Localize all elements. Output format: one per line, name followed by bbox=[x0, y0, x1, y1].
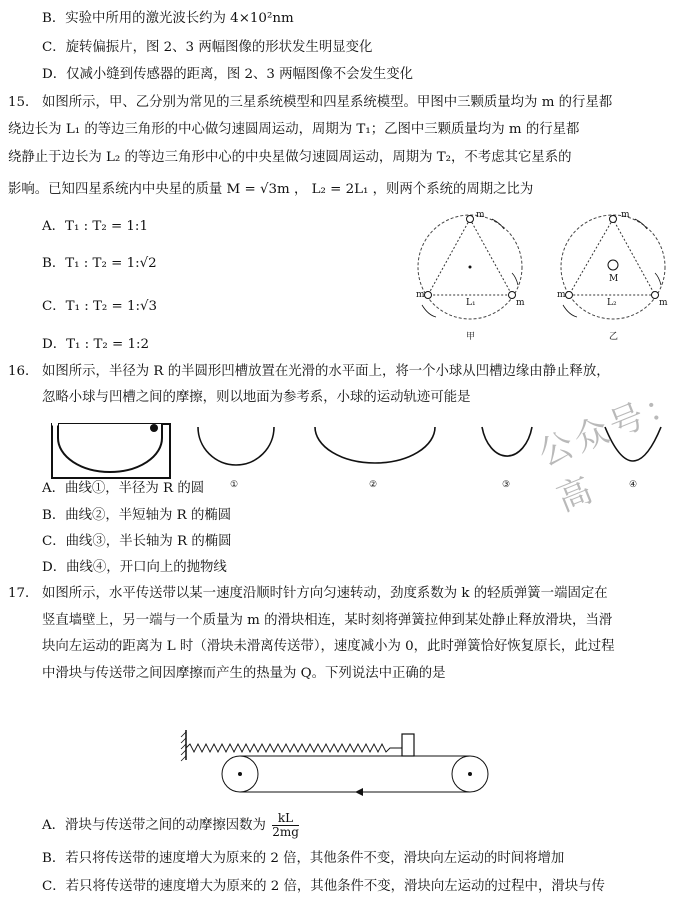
star-mass-label: m bbox=[621, 210, 630, 220]
q17-option-c: C．若只将传送带的速度增大为原来的 2 倍，其他条件不变，滑块向左运动的过程中，滑块与传 bbox=[42, 879, 605, 894]
q16-stem-line1: 如图所示，半径为 R 的半圆形凹槽放置在光滑的水平面上，将一个小球从凹槽边缘由静止释放， bbox=[42, 364, 610, 379]
q16-number: 16． bbox=[8, 364, 39, 379]
q15-option-a: A．T₁ : T₂ = 1:1 bbox=[42, 219, 148, 234]
curve-label-3: ③ bbox=[502, 480, 511, 490]
fraction-denominator: 2mg bbox=[272, 825, 299, 839]
central-star-label: M bbox=[609, 274, 619, 284]
q15-option-d: D．T₁ : T₂ = 1:2 bbox=[42, 337, 150, 352]
q16-option-c: C．曲线③，半长轴为 R 的椭圆 bbox=[42, 534, 232, 549]
star-mass-label: m bbox=[476, 210, 485, 220]
q16-option-b: B．曲线②，半短轴为 R 的椭圆 bbox=[42, 508, 232, 523]
q15-option-c: C．T₁ : T₂ = 1:√3 bbox=[42, 299, 158, 314]
figure-caption-yi: 乙 bbox=[609, 332, 619, 342]
watermark: 公众号：高 bbox=[532, 380, 689, 520]
q14-option-d: D．仅减小缝到传感器的距离，图 2、3 两幅图像不会发生变化 bbox=[42, 67, 414, 82]
q15-stem-line1: 如图所示，甲、乙分别为常见的三星系统模型和四星系统模型。甲图中三颗质量均为 m 的行星都 bbox=[42, 95, 613, 110]
q17-stem-line4: 中滑块与传送带之间因摩擦而产生的热量为 Q。下列说法中正确的是 bbox=[42, 666, 446, 681]
q16-option-a: A．曲线①，半径为 R 的圆 bbox=[42, 481, 205, 496]
q15-stem-line2: 绕边长为 L₁ 的等边三角形的中心做匀速圆周运动，周期为 T₁；乙图中三颗质量均为 m 的行星都 bbox=[8, 122, 580, 137]
friction-coefficient-fraction bbox=[272, 812, 299, 839]
q15-stem-line3: 绕静止于边长为 L₂ 的等边三角形中心的中央星做匀速圆周运动，周期为 T₂，不考虑其它星系的 bbox=[8, 150, 572, 165]
q16-option-d: D．曲线④，开口向上的抛物线 bbox=[42, 560, 227, 575]
q17-stem-line3: 块向左运动的距离为 L 时（滑块未滑离传送带），速度减小为 0，此时弹簧恰好恢复原长，此过程 bbox=[42, 639, 615, 654]
star-mass-label: m bbox=[516, 298, 525, 308]
q17-conveyor-figure bbox=[180, 728, 490, 798]
star-mass-label: m bbox=[659, 298, 668, 308]
q15-option-b: B．T₁ : T₂ = 1:√2 bbox=[42, 256, 157, 271]
q17-option-b: B．若只将传送带的速度增大为原来的 2 倍，其他条件不变，滑块向左运动的时间将增加 bbox=[42, 851, 565, 866]
q16-curve-1 bbox=[196, 425, 276, 490]
q15-figure-three-star bbox=[410, 205, 535, 345]
side-length-label-l1: L₁ bbox=[466, 298, 476, 308]
q15-stem-line4: 影响。已知四星系统内中央星的质量 M = √3m ， L₂ = 2L₁ ，则两个系统的周期之比为 bbox=[8, 182, 534, 197]
curve-label-2: ② bbox=[369, 480, 378, 490]
star-mass-label: m bbox=[416, 290, 425, 300]
side-length-label-l2: L₂ bbox=[607, 298, 617, 308]
q17-option-a-text: A．滑块与传送带之间的动摩擦因数为 bbox=[42, 818, 266, 833]
figure-caption-jia: 甲 bbox=[466, 332, 476, 342]
q17-number: 17． bbox=[8, 586, 39, 601]
q15-figure-four-star bbox=[555, 205, 680, 345]
q14-option-b: B．实验中所用的激光波长约为 4×10²nm bbox=[42, 11, 294, 26]
star-mass-label: m bbox=[557, 290, 566, 300]
curve-label-1: ① bbox=[230, 480, 239, 490]
q17-option-a bbox=[42, 812, 299, 839]
q16-curve-2 bbox=[313, 425, 438, 490]
q14-option-c: C．旋转偏振片，图 2、3 两幅图像的形状发生明显变化 bbox=[42, 40, 373, 55]
q15-number: 15． bbox=[8, 95, 39, 110]
q16-stem-line2: 忽略小球与凹槽之间的摩擦，则以地面为参考系，小球的运动轨迹可能是 bbox=[42, 390, 471, 405]
q16-groove-figure bbox=[50, 420, 175, 480]
q17-stem-line1: 如图所示，水平传送带以某一速度沿顺时针方向匀速转动，劲度系数为 k 的轻质弹簧一端固定在 bbox=[42, 586, 608, 601]
curve-label-4: ④ bbox=[629, 480, 638, 490]
fraction-numerator: kL bbox=[272, 812, 299, 826]
q17-stem-line2: 竖直墙壁上，另一端与一个质量为 m 的滑块相连，某时刻将弹簧拉伸到某处静止释放滑块，当滑 bbox=[42, 613, 613, 628]
